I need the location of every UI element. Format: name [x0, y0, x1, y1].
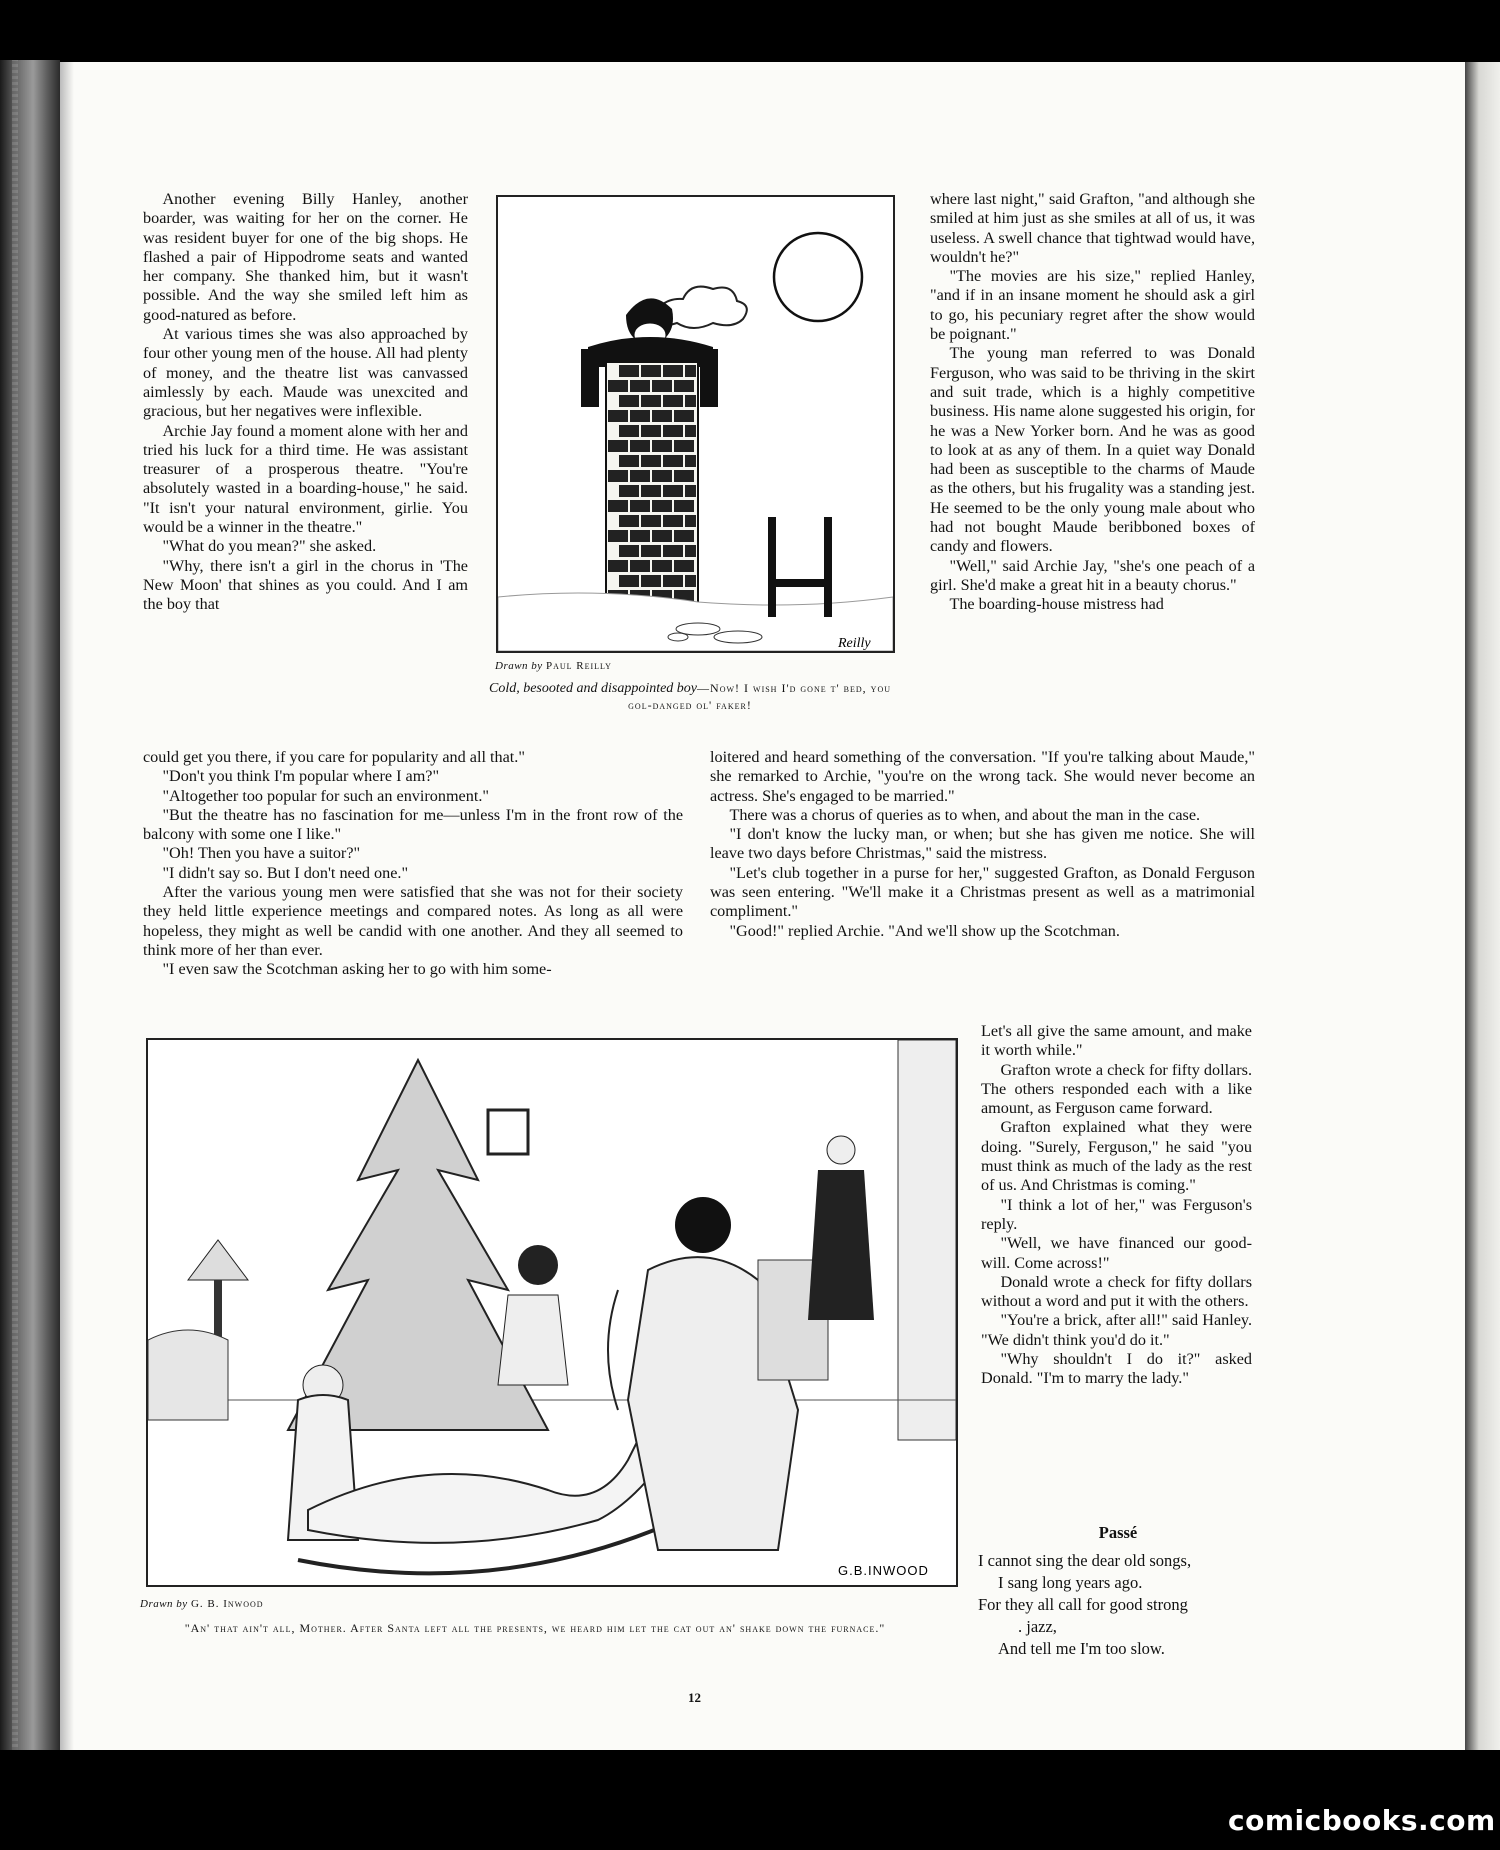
brick [630, 500, 650, 512]
brick [619, 545, 639, 557]
paragraph: "Let's club together in a purse for her," suggested Grafton, as Donald Ferguson was seen entering. "We'll make it a Christmas present as well as a matrimonial compliment." [710, 863, 1255, 921]
brick [619, 485, 639, 497]
page-number: 12 [688, 1690, 701, 1705]
brick [652, 440, 672, 452]
brick [619, 365, 639, 377]
cartoon-chimney [496, 195, 895, 653]
poem-line: I cannot sing the dear old songs, [978, 1551, 1192, 1570]
christmas-drawing [148, 1040, 956, 1585]
paragraph: There was a chorus of queries as to when, and about the man in the case. [729, 805, 1201, 824]
left-column [143, 190, 468, 615]
paragraph: Archie Jay found a moment alone with her and tried his luck for a third time. He was assistant treasurer of a prosperous theatre. "You're absolutely wasted in a boarding-house," he said. "It isn't your natural environment, girlie. You would be a winner in the theatre." [143, 421, 468, 537]
brick [685, 545, 696, 557]
brick [630, 470, 650, 482]
paragraph: "Why shouldn't I do it?" asked Donald. "I'm to marry the lady." [981, 1350, 1252, 1388]
brick [663, 485, 683, 497]
brick [674, 560, 694, 572]
watermark: comicbooks.com [1228, 1804, 1496, 1837]
brick [641, 515, 661, 527]
brick [641, 365, 661, 377]
brick [652, 380, 672, 392]
brick [608, 560, 628, 572]
brick [663, 515, 683, 527]
brick [674, 470, 694, 482]
brick [685, 455, 696, 467]
brick [674, 380, 694, 392]
paragraph: where last night," said Grafton, "and although she smiled at him just as she smiles at all of us, it was useless. A swell chance that tightwad would have, wouldn't he?" [930, 190, 1255, 266]
brick [619, 395, 639, 407]
brick [685, 425, 696, 437]
brick [630, 440, 650, 452]
brick [674, 440, 694, 452]
brick [641, 485, 661, 497]
poem-line: I sang long years ago. [998, 1573, 1143, 1592]
brick [608, 380, 628, 392]
caption-italic: Cold, besooted and disappointed boy [488, 681, 698, 696]
brick [641, 395, 661, 407]
paragraph: After the various young men were satisfied that she was not for their society they held little experience meetings and compared notes. As long as all were hopeless, they might as well be candid with one another. And they all seemed to think more of her than ever. [143, 883, 683, 959]
paragraph: "I think a lot of her," was Ferguson's reply. [981, 1195, 1252, 1233]
poem-line: And tell me I'm too slow. [998, 1639, 1165, 1658]
brick [685, 485, 696, 497]
brick [674, 410, 694, 422]
brick [630, 530, 650, 542]
paragraph: "I didn't say so. But I don't need one." [162, 863, 409, 882]
brick [685, 515, 696, 527]
right-column [930, 190, 1255, 615]
brick [674, 500, 694, 512]
brick [630, 410, 650, 422]
paragraph: "What do you mean?" she asked. [162, 537, 377, 556]
paragraph: Another evening Billy Hanley, another boarder, was waiting for her on the corner. He was resident buyer for one of the big shops. He flashed a pair of Hippodrome seats and wanted her company. She thanked him, but it wasn't possible. And the way she smiled left him as good-natured as before. [143, 190, 468, 324]
credit-prefix: Drawn by [140, 1598, 188, 1610]
brick [674, 530, 694, 542]
credit-prefix: Drawn by [495, 660, 543, 672]
paragraph: "I don't know the lucky man, or when; but she has given me notice. She will leave two days before Christmas," said the mistress. [710, 825, 1255, 863]
brick [608, 500, 628, 512]
paragraph: "The movies are his size," replied Hanley, "and if in an insane moment he should ask a girl to go, his pecuniary regret after the show would be poignant." [930, 267, 1255, 344]
middle-wide-block [710, 748, 1255, 941]
brick [641, 455, 661, 467]
paragraph: The young man referred to was Donald Ferguson, who was said to be thriving in the skirt and suit trade, which is a highly competitive business. His name alone suggested his origin, for he was a New Yorker born. And he was as good to look at as any of them. In a quiet way Donald had been as susceptible to the charms of Maude as the others, but his frugality was a standing jest. He seemed to be the only young male about who had not bought Maude beribboned boxes of candy and flowers. [930, 344, 1255, 556]
brick [630, 380, 650, 392]
brick [663, 545, 683, 557]
brick [663, 425, 683, 437]
brick [641, 545, 661, 557]
paragraph: "Well, we have financed our good-will. Come across!" [981, 1234, 1252, 1272]
caption-text: "An' that ain't all, Mother. After Santa left all the presents, we heard him let the cat out an' shake down the furnace." [184, 1621, 886, 1635]
paragraph: could get you there, if you care for popularity and all that." [143, 748, 525, 766]
brick [608, 470, 628, 482]
brick [685, 365, 696, 377]
book-spine [0, 60, 60, 1750]
paragraph: "I even saw the Scotchman asking her to go with him some- [162, 960, 552, 979]
paragraph: Donald wrote a check for fifty dollars without a word and put it with the others. [981, 1272, 1252, 1311]
brick [663, 455, 683, 467]
paragraph: At various times she was also approached by four other young men of the house. All had plenty of money, and the theatre list was canvassed aimlessly by each. Maude was unexcited and gracious, but her negatives were inflexible. [143, 325, 468, 421]
brick [652, 530, 672, 542]
paragraph: Let's all give the same amount, and make it worth while." [981, 1022, 1252, 1060]
next-page-edge [1465, 62, 1500, 1750]
brick [619, 575, 639, 587]
brick [685, 575, 696, 587]
cartoon-christmas [146, 1038, 958, 1587]
caption-bottom [150, 1620, 920, 1637]
paragraph: "Altogether too popular for such an environment." [162, 786, 489, 805]
chimney-drawing [498, 197, 893, 651]
brick [685, 395, 696, 407]
paragraph: "Well," said Archie Jay, "she's one peach of a girl. She'd make a great hit in a beauty chorus." [930, 556, 1255, 594]
paragraph: "You're a brick, after all!" said Hanley. "We didn't think you'd do it." [981, 1311, 1252, 1349]
brick [652, 470, 672, 482]
brick [663, 575, 683, 587]
paragraph: loitered and heard something of the conversation. "If you're talking about Maude," she remarked to Archie, "you're on the wrong tack. She would never become an actress. She's engaged to be married." [710, 748, 1255, 805]
brick [619, 455, 639, 467]
brick [619, 515, 639, 527]
brick [652, 500, 672, 512]
poem [978, 1522, 1258, 1660]
paragraph: "Good!" replied Archie. "And we'll show up the Scotchman. [729, 921, 1120, 940]
paragraph: "Why, there isn't a girl in the chorus in 'The New Moon' that shines as you could. And I am the boy that [143, 556, 468, 614]
poem-title: Passé [1098, 1523, 1138, 1542]
brick [663, 365, 683, 377]
brick [608, 410, 628, 422]
brick [608, 530, 628, 542]
brick [663, 395, 683, 407]
poem-line: . jazz, [1018, 1617, 1057, 1636]
paragraph: "Don't you think I'm popular where I am?" [162, 767, 440, 786]
gutter-shadow [60, 62, 74, 1750]
poem-line: For they all call for good strong [978, 1595, 1188, 1614]
brick [652, 410, 672, 422]
paragraph: The boarding-house mistress had [949, 595, 1164, 614]
paragraph: "Oh! Then you have a suitor?" [162, 844, 361, 863]
bottom-right-column [981, 1022, 1252, 1389]
credit-bottom [140, 1598, 264, 1610]
credit-name: G. B. Inwood [190, 1598, 264, 1610]
credit-name: Paul Reilly [545, 660, 612, 672]
brick [630, 560, 650, 572]
brick [641, 425, 661, 437]
credit-top [495, 660, 612, 672]
brick [641, 575, 661, 587]
artist-signature: G.B.INWOOD [838, 1563, 929, 1578]
caption-top [480, 680, 900, 714]
brick [608, 440, 628, 452]
caption-text: —Now! I wish I'd gone t' bed, you gol-danged ol' faker! [628, 681, 891, 712]
left-wide-block [143, 748, 683, 980]
artist-signature: Reilly [838, 636, 871, 651]
brick [619, 425, 639, 437]
paragraph: Grafton wrote a check for fifty dollars. The others responded each with a like amount, as Ferguson came forward. [981, 1060, 1252, 1118]
paragraph: Grafton explained what they were doing. "Surely, Ferguson," he said "you must think as much of the lady as the rest of us. And Christmas is coming." [981, 1118, 1252, 1195]
paragraph: "But the theatre has no fascination for me—unless I'm in the front row of the balcony with some one I like." [143, 805, 683, 844]
brick [652, 560, 672, 572]
